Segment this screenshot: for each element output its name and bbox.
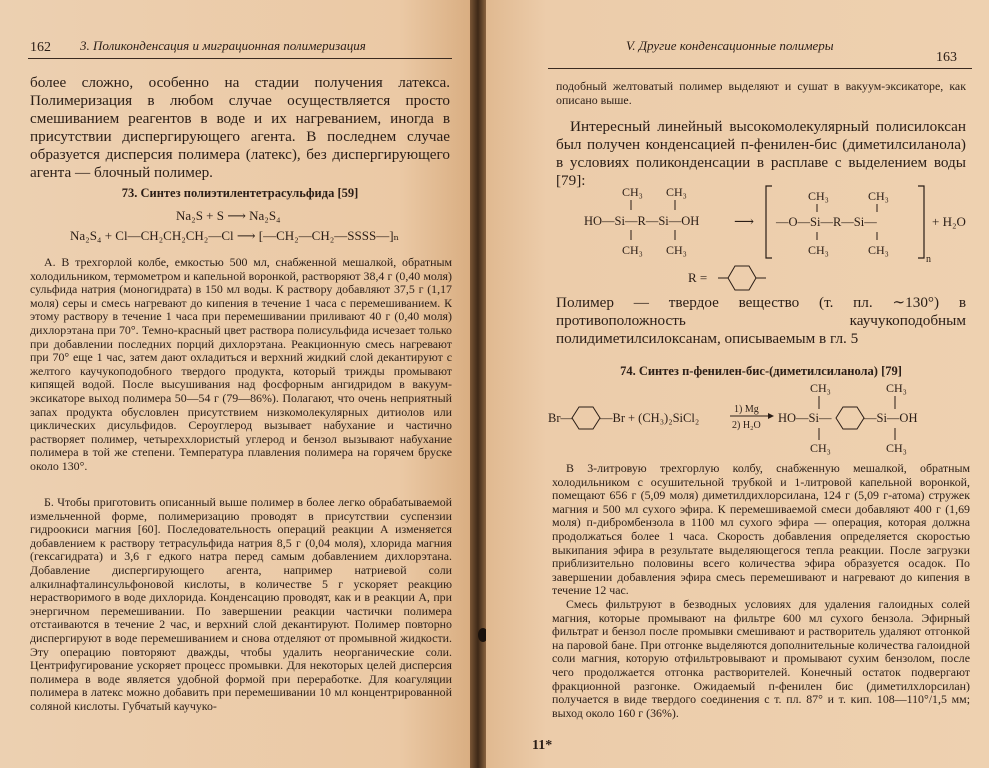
section-73-heading: 73. Синтез полиэтилентетрасульфида [59] <box>121 186 359 200</box>
scheme1-n: n <box>926 254 931 265</box>
silanol-synthesis-scheme <box>548 382 978 458</box>
scheme1-monomer: HO—Si—R—Si—OH <box>584 214 700 228</box>
right-page-number: 163 <box>936 50 957 65</box>
scheme1-arrow: ⟶ <box>734 215 755 230</box>
scheme2-benzene-1 <box>572 407 600 429</box>
equation-1-arrow: ⟶ <box>227 208 246 223</box>
scheme2-methyl-3: CH₃ <box>886 381 907 395</box>
book-gutter <box>470 0 486 768</box>
scheme2-benzene-2 <box>836 407 864 429</box>
scheme2-reagent: + (CH₃)₂SiCl₂ <box>628 411 700 425</box>
scheme1-methyl-4: CH₃ <box>666 243 687 257</box>
scheme2-arrow-head <box>768 413 774 419</box>
right-header-rule <box>548 68 972 69</box>
right-running-head: V. Другие конденсационные полимеры <box>626 38 834 53</box>
scheme2-br-right: —Br <box>600 411 625 425</box>
scheme2-product-right: —Si—OH <box>864 411 918 425</box>
polymer-paragraph: Полимер — твердое вещество (т. пл. ∼130°) в противоположность каучукоподобным полидиметилсилоксанам, описываемым в гл. 5 <box>556 294 966 347</box>
equation-1-right: Na₂S₄ <box>249 208 281 223</box>
polysiloxane-paragraph: Интересный линейный высокомолекулярный полисилоксан был получен конденсацией п-фенилен-бис (диметилсиланола) в условиях поликонденсации в расплаве с выделением воды [79]: <box>556 118 966 189</box>
scheme1-methyl-7: CH₃ <box>808 243 829 257</box>
scheme2-methyl-1: CH₃ <box>810 381 831 395</box>
scheme1-methyl-1: CH₃ <box>622 185 643 199</box>
scheme1-methyl-3: CH₃ <box>622 243 643 257</box>
scheme2-step-2: 2) H₂O <box>732 420 761 431</box>
polysiloxane-scheme <box>558 182 978 290</box>
left-page-number: 162 <box>30 40 51 55</box>
left-running-head: 3. Поликонденсация и миграционная полимеризация <box>80 38 366 53</box>
scheme2-methyl-4: CH₃ <box>886 441 907 455</box>
scheme1-water: + H₂O <box>932 214 966 229</box>
scheme1-bracket-left <box>766 186 772 258</box>
equation-2 <box>70 228 399 244</box>
signature-mark: 11* <box>532 738 553 753</box>
scheme1-r-definition: R = <box>688 270 708 285</box>
left-header-rule <box>28 58 452 59</box>
scheme1-methyl-2: CH₃ <box>666 185 687 199</box>
paragraph-b: Б. Чтобы приготовить описанный выше полимер в более легко обрабатываемой измельченной форме, полимеризацию проводят в присутствии суспензии гидроокиси магния [60]. Последовательность операций реакции А изменяется добавлением к раствору тетрасульфида натрия 8,5 г (0,04 моля), хлорида магния (гексагидрата) и 3,6 г едкого натра перед самым добавлением дихлорэтана. Добавление диспергирующего агента, например натриевой соли алкилнафталинсульфоновой кислоты, в количестве 5 г ускоряет реакцию нерастворимого в воде дихлорида. Конденсацию проводят, как и в реакции А, при энергичном перемешивании. По завершении реакции частички полимера отстаиваются в течение 2 час, и верхний слой декантируют. Полимер повторно диспергируют в воде перемешиванием и снова отделяют от промывной жидкости. Эту операцию повторяют дважды, чтобы удалить неорганические соли. Центрифугирование ускоряет процесс промывки. Для некоторых целей дисперсия полимера в воде является удобной формой при переработке. Для коагуляции полимера в латекс можно добавить при перемешивании 10 мл концентрированной соляной кислоты. Губчатый каучуко- <box>30 495 452 713</box>
right-top-paragraph: подобный желтоватый полимер выделяют и сушат в вакуум-эксикаторе, как описано выше. <box>556 79 966 107</box>
scheme2-step-1: 1) Mg <box>734 404 759 415</box>
scheme1-methyl-6: CH₃ <box>868 189 889 203</box>
scheme1-benzene-ring <box>728 266 756 290</box>
equation-2-arrow: ⟶ <box>236 228 256 243</box>
section-74-paragraph-1: В 3-литровую трехгорлую колбу, снабженную мешалкой, обратным холодильником с осушительной трубкой и 1-литровой капельной воронкой, помещают 656 г (5,09 моля) диметилдихлорсилана, 124 г (5,09 г-атома) стружек магния и 500 мл сухого эфира. К перемешиваемой смеси добавляют 400 г (1,69 моля) п-дибромбензола в 1100 мл сухого эфира — операция, которая должна продолжаться более 1 часа. Скорость добавления определяется скоростью выкипания эфира в результате выделяющегося тепла реакции. После загрузки приблизительно половины всего количества эфира образуется осадок. По завершении добавления эфира смесь перемешивают и нагревают до кипения в течение 12 час. <box>552 461 970 598</box>
scheme1-bracket-right <box>918 186 924 258</box>
scheme1-polymer: —O—Si—R—Si— <box>776 215 877 229</box>
section-74-paragraph-2: Смесь фильтруют в безводных условиях для удаления галоидных солей магния, которые промывают на фильтре 600 мл сухого бензола. Эфирный фильтрат и бензол после промывки смешивают и растворитель удаляют отгонкой на паровой бане. При отгонке выделяются дополнительные количества галоидной соли магния, которую отфильтровывают и промывают сухим бензолом, после чего продолжается отгонка растворителей. Конечный остаток подвергают фракционной разгонке. Ожидаемый п-фенилен бис (диметилхлорсилан) получается в виде твердого соединения с т. пл. 87° и т. кип. 108—110°/1,5 мм; выход около 160 г (36%). <box>552 597 970 720</box>
paragraph-a: А. В трехгорлой колбе, емкостью 500 мл, снабженной мешалкой, обратным холодильником, термометром и капельной воронкой, растворяют 38,4 г (0,40 моля) сульфида натрия (моногидрата) в 150 мл воды. К раствору добавляют 37,5 г (1,17 моля) серы и смесь нагревают до кипения в течение 1 часа с перемешиванием. К этому раствору в течение 1 часа при перемешивании приливают 40 г (0,40 моля) дихлорэтана при 70°. Темно-красный цвет раствора полисульфида исчезает только при добавлении последних порций дихлорэтана. Реакционную смесь нагревают при 70° еще 1 час, затем дают охладиться и верхний жидкий слой декантируют с желтого каучукоподобного твердого продукта, который трижды промывают кипящей водой. После высушивания над фосфорным ангидридом в вакуум-эксикаторе выход полимера 50—54 г (79—86%). Полагают, что очень неприятный запах продукта обусловлен присутствием низкомолекулярных дитиолов или циклических дисульфидов. Сероуглерод вызывает набухание и частично растворяет полимер, четыреххлористый углерод и бензол вызывают набухание полимера в той же степени. Температура плавления полимера на горячем бруске около 130°. <box>30 255 452 473</box>
section-74-heading: 74. Синтез п-фенилен-бис-(диметилсиланола) [79] <box>620 364 902 378</box>
equation-2-right: [—CH₂—CH₂—SSSS—]ₙ <box>258 228 400 243</box>
scheme1-methyl-5: CH₃ <box>808 189 829 203</box>
scheme1-methyl-8: CH₃ <box>868 243 889 257</box>
scheme2-methyl-2: CH₃ <box>810 441 831 455</box>
equation-1-left: Na₂S + S <box>176 208 224 223</box>
equation-2-left: Na₂S₄ + Cl—CH₂CH₂CH₂—Cl <box>70 228 234 243</box>
scheme2-product-left: HO—Si— <box>778 411 832 425</box>
left-intro-paragraph: более сложно, особенно на стадии получения латекса. Полимеризация в любом случае осуществляется просто смешиванием реагентов в воде и их нагреванием, иногда в присутствии диспергирующего агента. В последнем случае образуется дисперсия полимера (латекс), без диспергирующего агента — блочный полимер. <box>30 74 450 181</box>
right-page <box>486 0 989 768</box>
left-page <box>0 0 470 768</box>
equation-1 <box>176 208 281 224</box>
scheme2-br-left: Br— <box>548 411 573 425</box>
